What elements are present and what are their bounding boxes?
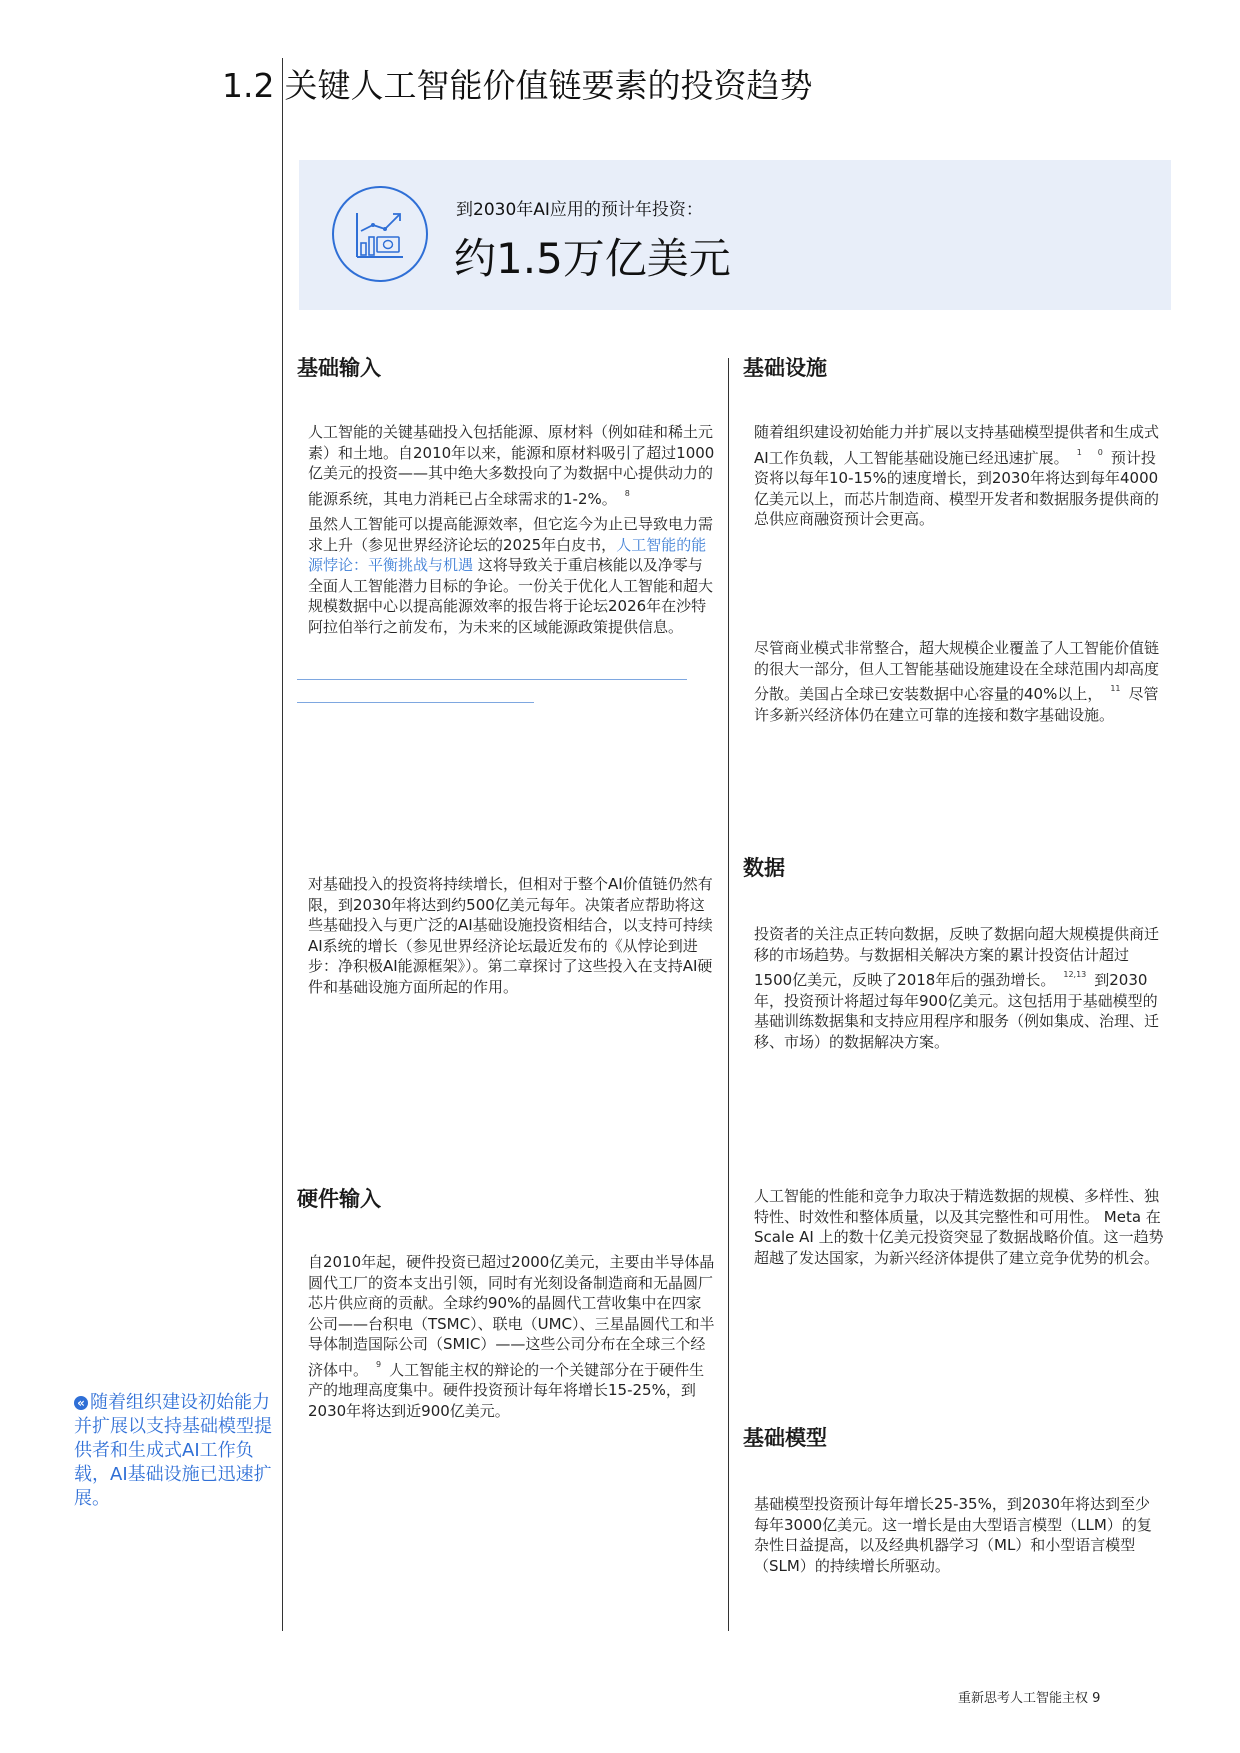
reference-9: 9 — [376, 1359, 382, 1369]
reference-1: 1 — [1076, 447, 1082, 457]
basic-inputs-p1-text: 人工智能的关键基础投入包括能源、原材料（例如硅和稀土元素）和土地。自2010年以来，能源和原材料吸引了超过1000亿美元的投资——其中绝大多数投向了为数据中心提供动力的能源系统，其电力消耗已占全球需求的1-2%。 — [308, 423, 715, 508]
data-heading: 数据 — [743, 856, 785, 880]
reference-8: 8 — [624, 488, 630, 498]
investment-chart-icon — [331, 185, 429, 283]
basic-inputs-paragraph-2 — [308, 514, 715, 637]
investment-banner — [299, 160, 1171, 310]
hardware-p1-continuation: 人工智能主权的辩论的一个关键部分在于硬件生产的地理高度集中。硬件投资预计每年将增长15-25%，到2030年将达到近900亿美元。 — [308, 1360, 705, 1420]
basic-inputs-heading: 基础输入 — [297, 356, 381, 380]
hardware-p1-text: 自2010年起，硬件投资已超过2000亿美元，主要由半导体晶圆代工厂的资本支出引领，同时有光刻设备制造商和无晶圆厂芯片供应商的贡献。全球约90%的晶圆代工营收集中在四家公司——台积电（TSMC）、联电（UMC）、三星晶圆代工和半导体制造国际公司（SMIC）——这些公司分布在全球三个经济体中。 — [308, 1253, 715, 1379]
infrastructure-paragraph-2 — [754, 638, 1164, 725]
basic-inputs-p2-continuation: 这将导致关于重启核能以及净零与全面人工智能潜力目标的争论。一份关于优化人工智能和超大规模数据中心以提高能源效率的报告将于论坛2026年在沙特阿拉伯举行之前发布，为未来的区域能源政策提供信息。 — [308, 556, 714, 636]
basic-inputs-paragraph-3: 对基础投入的投资将持续增长，但相对于整个AI价值链仍然有限，到2030年将达到约500亿美元每年。决策者应帮助将这些基础投入与更广泛的AI基础设施投资相结合，以支持可持续AI系统的增长（参见世界经济论坛最近发布的《从悖论到进步：净积极AI能源框架》）。第二章探讨了这些投入在支持AI硬件和基础设施方面所起的作用。 — [308, 875, 713, 996]
data-p1-text: 投资者的关注点正转向数据，反映了数据向超大规模提供商迁移的市场趋势。与数据相关解决方案的累计投资估计超过1500亿美元，反映了2018年后的强劲增长。 — [754, 925, 1160, 989]
section-title: 关键人工智能价值链要素的投资趋势 — [284, 66, 813, 105]
data-paragraph-2: 人工智能的性能和竞争力取决于精选数据的规模、多样性、独特性、时效性和整体质量，以及其完整性和可用性。 Meta 在 Scale AI 上的数十亿美元投资突显了数据战略价值。这一趋势超越了发达国家，为新兴经济体提供了建立竞争优势的机会。 — [754, 1187, 1164, 1267]
hardware-inputs-paragraph — [308, 1252, 715, 1421]
hardware-inputs-heading: 硬件输入 — [297, 1187, 381, 1211]
column-divider-line — [728, 358, 729, 1631]
basic-inputs-p2-text: 虽然人工智能可以提高能源效率，但它迄今为止已导致电力需求上升（参见世界经济论坛的2025年白皮书， — [308, 515, 714, 554]
basic-inputs-paragraph-1 — [308, 422, 715, 509]
banner-label: 到2030年AI应用的预计年投资： — [456, 200, 703, 220]
pull-quote — [74, 1391, 284, 1511]
infrastructure-p1-continuation: 预计投资将以每年10-15%的速度增长，到2030年将达到每年4000亿美元以上，而芯片制造商、模型开发者和数据服务提供商的总供应商融资预计会更高。 — [754, 448, 1160, 528]
page-footer: 重新思考人工智能主权 9 — [958, 1691, 1101, 1706]
infrastructure-heading: 基础设施 — [743, 356, 827, 380]
reference-0: 0 — [1097, 447, 1103, 457]
section-number: 1.2 — [222, 66, 275, 105]
pull-quote-text: 随着组织建设初始能力并扩展以支持基础模型提供者和生成式AI工作负载，AI基础设施已迅速扩展。 — [74, 1392, 272, 1509]
quote-mark-icon: « — [74, 1396, 88, 1410]
foundation-models-heading: 基础模型 — [743, 1426, 827, 1450]
infrastructure-paragraph-1 — [754, 422, 1164, 530]
infrastructure-p1-text: 随着组织建设初始能力并扩展以支持基础模型提供者和生成式AI工作负载，人工智能基础设施已经迅速扩展。 — [754, 423, 1160, 467]
foundation-models-paragraph: 基础模型投资预计每年增长25-35%，到2030年将达到至少每年3000亿美元。这一增长是由大型语言模型（LLM）的复杂性日益提高，以及经典机器学习（ML）和小型语言模型（SLM）的持续增长所驱动。 — [754, 1495, 1152, 1575]
energy-paradox-link[interactable]: 人工智能的能源悖论：平衡挑战与机遇 — [308, 535, 707, 574]
infrastructure-p2-text: 尽管商业模式非常整合，超大规模企业覆盖了人工智能价值链的很大一部分，但人工智能基础设施建设在全球范围内却高度分散。美国占全球已安装数据中心容量的40%以上， — [754, 639, 1160, 703]
data-p1-continuation: 到2030年，投资预计将超过每年900亿美元。这包括用于基础模型的基础训练数据集和支持应用程序和服务（例如集成、治理、迁移、市场）的数据解决方案。 — [754, 971, 1160, 1051]
reference-12-13: 12,13 — [1063, 970, 1087, 979]
page-title — [222, 60, 812, 107]
reference-11: 11 — [1110, 684, 1121, 693]
divider-rule-1 — [297, 679, 687, 680]
infrastructure-p2-continuation: 尽管许多新兴经济体仍在建立可靠的连接和数字基础设施。 — [754, 685, 1159, 724]
data-paragraph-1 — [754, 924, 1164, 1052]
divider-rule-2 — [297, 702, 534, 703]
banner-value: 约1.5万亿美元 — [454, 234, 731, 283]
